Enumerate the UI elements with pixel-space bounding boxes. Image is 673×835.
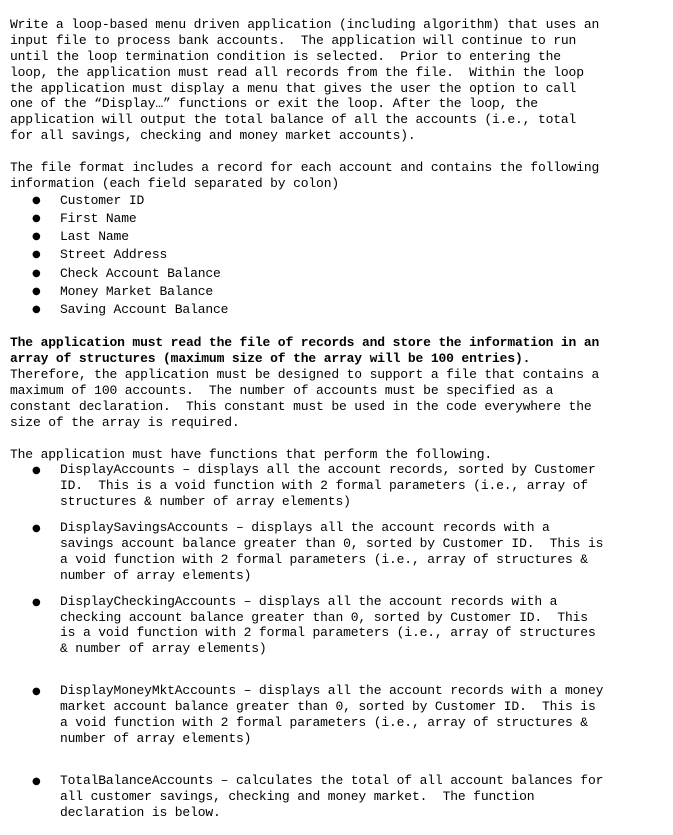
- bullet-icon: ●: [32, 775, 41, 787]
- field-name: First Name: [60, 211, 137, 227]
- text-line: structures & number of array elements): [60, 494, 351, 510]
- bullet-icon: ●: [32, 596, 41, 608]
- text-line: & number of array elements): [60, 641, 267, 657]
- list-item: [10, 192, 670, 210]
- list-item: [10, 246, 670, 264]
- text-line: the application must display a menu that gives the user the option to call: [10, 80, 577, 96]
- text-line: DisplaySavingsAccounts – displays all the account records with a: [60, 520, 550, 536]
- text-line: number of array elements): [60, 567, 252, 583]
- text-line: maximum of 100 accounts. The number of accounts must be specified as a: [10, 382, 554, 398]
- bullet-icon: ●: [32, 285, 41, 297]
- list-item: [10, 265, 670, 283]
- field-name: Check Account Balance: [60, 265, 221, 281]
- bullet-icon: ●: [32, 465, 41, 477]
- bullet-icon: ●: [32, 194, 41, 206]
- field-name: Last Name: [60, 229, 129, 245]
- bullet-icon: ●: [32, 523, 41, 535]
- text-line: loop, the application must read all records from the file. Within the loop: [10, 64, 584, 80]
- list-item: [10, 283, 670, 301]
- text-line: one of the “Display…” functions or exit the loop. After the loop, the: [10, 96, 538, 112]
- function-item-display-money-market: [10, 683, 670, 747]
- paragraph-gap: [10, 319, 670, 335]
- function-item-display-checking: [10, 594, 670, 658]
- assignment-document: [10, 17, 670, 830]
- text-line: ID. This is a void function with 2 formal parameters (i.e., array of: [60, 478, 588, 494]
- list-item: [10, 210, 670, 228]
- function-item-total-balance: [10, 773, 670, 821]
- function-item-display-accounts: [10, 462, 670, 510]
- text-line: input file to process bank accounts. The application will continue to run: [10, 32, 577, 48]
- paragraph-gap: [10, 144, 670, 160]
- text-line: market account balance greater than 0, sorted by Customer ID. This is: [60, 699, 596, 715]
- array-requirement-paragraph: [10, 335, 670, 430]
- field-name: Money Market Balance: [60, 283, 214, 299]
- text-line: Write a loop-based menu driven application (including algorithm) that uses an: [10, 17, 600, 32]
- list-item: [10, 228, 670, 246]
- field-name: Saving Account Balance: [60, 302, 229, 318]
- text-line: constant declaration. This constant must be used in the code everywhere the: [10, 398, 592, 414]
- text-line: until the loop termination condition is selected. Prior to entering the: [10, 48, 561, 64]
- bullet-icon: ●: [32, 267, 41, 279]
- text-line: number of array elements): [60, 730, 252, 746]
- text-line: TotalBalanceAccounts – calculates the total of all account balances for: [60, 772, 604, 788]
- bullet-icon: ●: [32, 249, 41, 261]
- text-line: for all savings, checking and money market accounts).: [10, 128, 416, 144]
- file-format-paragraph: [10, 160, 670, 192]
- text-line: a void function with 2 formal parameters (i.e., array of structures &: [60, 715, 588, 731]
- bold-text-line: array of structures (maximum size of the array will be 100 entries).: [10, 351, 531, 367]
- text-line: all customer savings, checking and money market. The function: [60, 788, 535, 804]
- text-line: application will output the total balance of all the accounts (i.e., total: [10, 112, 577, 128]
- paragraph-gap: [10, 431, 670, 447]
- bold-text-line: The application must read the file of records and store the information in an: [10, 335, 600, 351]
- bullet-icon: ●: [32, 304, 41, 316]
- field-name: Street Address: [60, 247, 168, 263]
- field-name: Customer ID: [60, 192, 145, 208]
- text-line: a void function with 2 formal parameters (i.e., array of structures &: [60, 551, 588, 567]
- field-list: [10, 192, 670, 319]
- bullet-icon: ●: [32, 213, 41, 225]
- text-line: DisplayMoneyMktAccounts – displays all the account records with a money: [60, 683, 604, 699]
- text-line: Therefore, the application must be designed to support a file that contains a: [10, 367, 600, 382]
- text-line: information (each field separated by colon): [10, 176, 340, 192]
- text-line: DisplayAccounts – displays all the account records, sorted by Customer: [60, 462, 596, 478]
- text-line: is a void function with 2 formal parameters (i.e., array of structures: [60, 625, 596, 641]
- function-list: [10, 462, 670, 820]
- function-item-display-savings: [10, 520, 670, 584]
- text-line: declaration is below.: [60, 804, 221, 820]
- text-line: savings account balance greater than 0, sorted by Customer ID. This is: [60, 536, 604, 552]
- intro-paragraph: [10, 17, 670, 144]
- bullet-icon: ●: [32, 686, 41, 698]
- text-line: size of the array is required.: [10, 414, 240, 430]
- functions-intro: The application must have functions that perform the following.: [10, 446, 493, 462]
- text-line: The file format includes a record for each account and contains the following: [10, 160, 600, 176]
- text-line: DisplayCheckingAccounts – displays all the account records with a: [60, 593, 558, 609]
- list-item: [10, 301, 670, 319]
- bullet-icon: ●: [32, 231, 41, 243]
- text-line: checking account balance greater than 0, sorted by Customer ID. This: [60, 609, 588, 625]
